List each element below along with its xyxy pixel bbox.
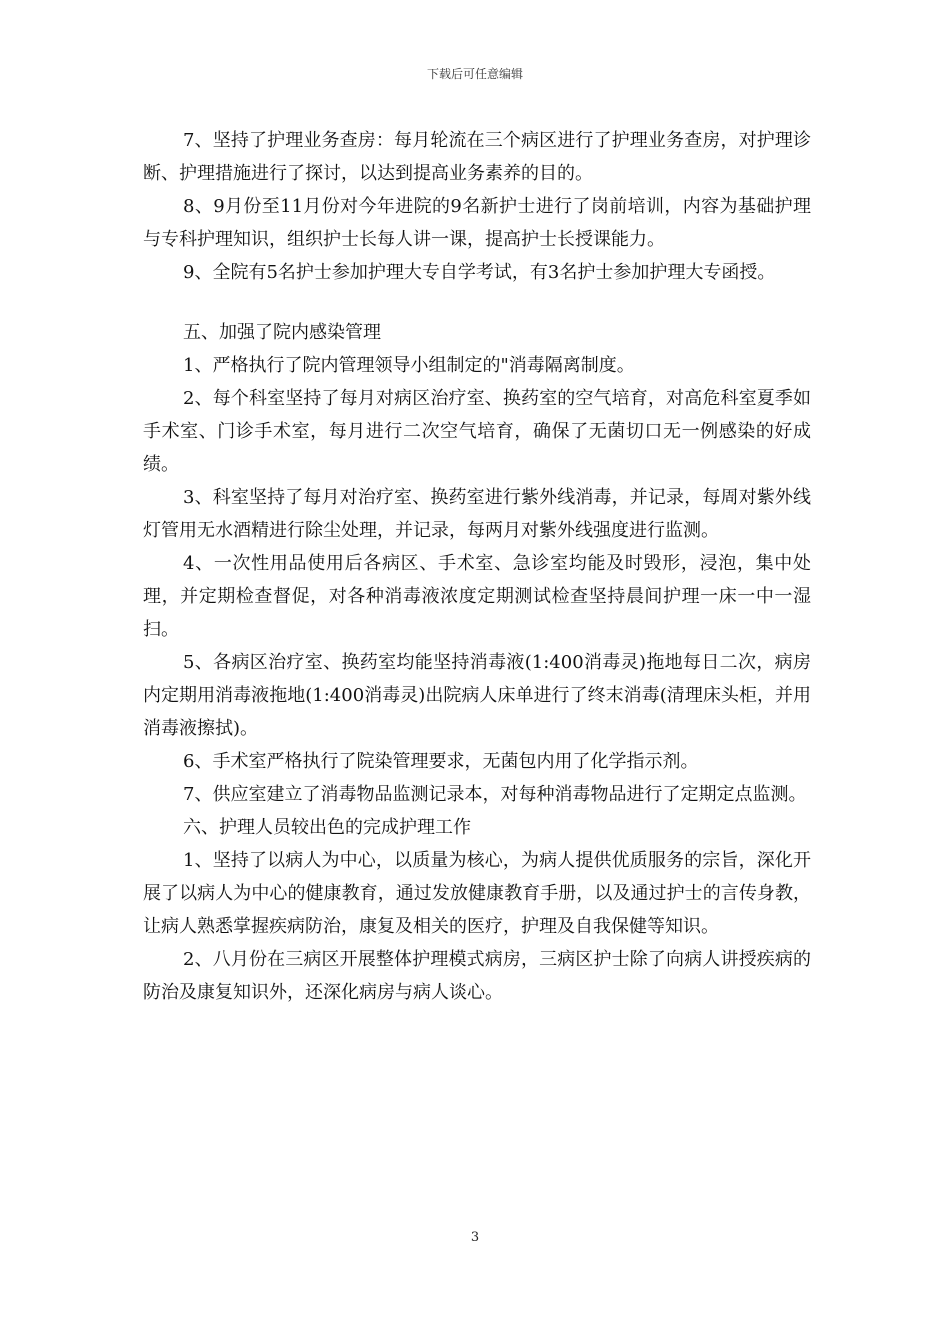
section-5-item-3: 3、科室坚持了每月对治疗室、换药室进行紫外线消毒，并记录，每周对紫外线灯管用无水酒精进行除尘处理，并记录，每两月对紫外线强度进行监测。 [143, 487, 811, 541]
section-5-item-4: 4、一次性用品使用后各病区、手术室、急诊室均能及时毁形，浸泡，集中处理，并定期检查督促，对各种消毒液浓度定期测试检查坚持晨间护理一床一中一湿扫。 [143, 553, 811, 640]
section-5-heading: 五、加强了院内感染管理 [183, 322, 381, 343]
section-6-heading: 六、护理人员较出色的完成护理工作 [183, 817, 471, 838]
paragraph-item-9: 9、全院有5名护士参加护理大专自学考试，有3名护士参加护理大专函授。 [183, 262, 776, 283]
page-header: 下载后可任意编辑 [426, 67, 523, 81]
page-number: 3 [470, 1230, 480, 1245]
section-5-item-1: 1、严格执行了院内管理领导小组制定的"消毒隔离制度。 [183, 355, 635, 376]
section-5-item-2: 2、每个科室坚持了每月对病区治疗室、换药室的空气培育，对高危科室夏季如手术室、门诊手术室，每月进行二次空气培育，确保了无菌切口无一例感染的好成绩。 [143, 388, 811, 475]
paragraph-item-8: 8、9月份至11月份对今年进院的9名新护士进行了岗前培训，内容为基础护理与专科护理知识，组织护士长每人讲一课，提高护士长授课能力。 [143, 196, 811, 250]
section-5-item-6: 6、手术室严格执行了院染管理要求，无菌包内用了化学指示剂。 [183, 751, 699, 772]
section-6-item-1: 1、坚持了以病人为中心，以质量为核心，为病人提供优质服务的宗旨，深化开展了以病人为中心的健康教育，通过发放健康教育手册，以及通过护士的言传身教，让病人熟悉掌握疾病防治，康复及相关的医疗，护理及自我保健等知识。 [143, 850, 811, 937]
section-5-item-7: 7、供应室建立了消毒物品监测记录本，对每种消毒物品进行了定期定点监测。 [183, 784, 807, 805]
section-spacer [143, 289, 811, 316]
paragraph-item-7: 7、坚持了护理业务查房：每月轮流在三个病区进行了护理业务查房，对护理诊断、护理措施进行了探讨，以达到提高业务素养的目的。 [143, 130, 811, 184]
section-5-item-5: 5、各病区治疗室、换药室均能坚持消毒液(1:400消毒灵)拖地每日二次，病房内定期用消毒液拖地(1:400消毒灵)出院病人床单进行了终末消毒(清理床头柜，并用消毒液擦拭)。 [143, 652, 811, 739]
document-body [143, 124, 811, 1009]
section-6-item-2: 2、八月份在三病区开展整体护理模式病房，三病区护士除了向病人讲授疾病的防治及康复知识外，还深化病房与病人谈心。 [143, 949, 811, 1003]
